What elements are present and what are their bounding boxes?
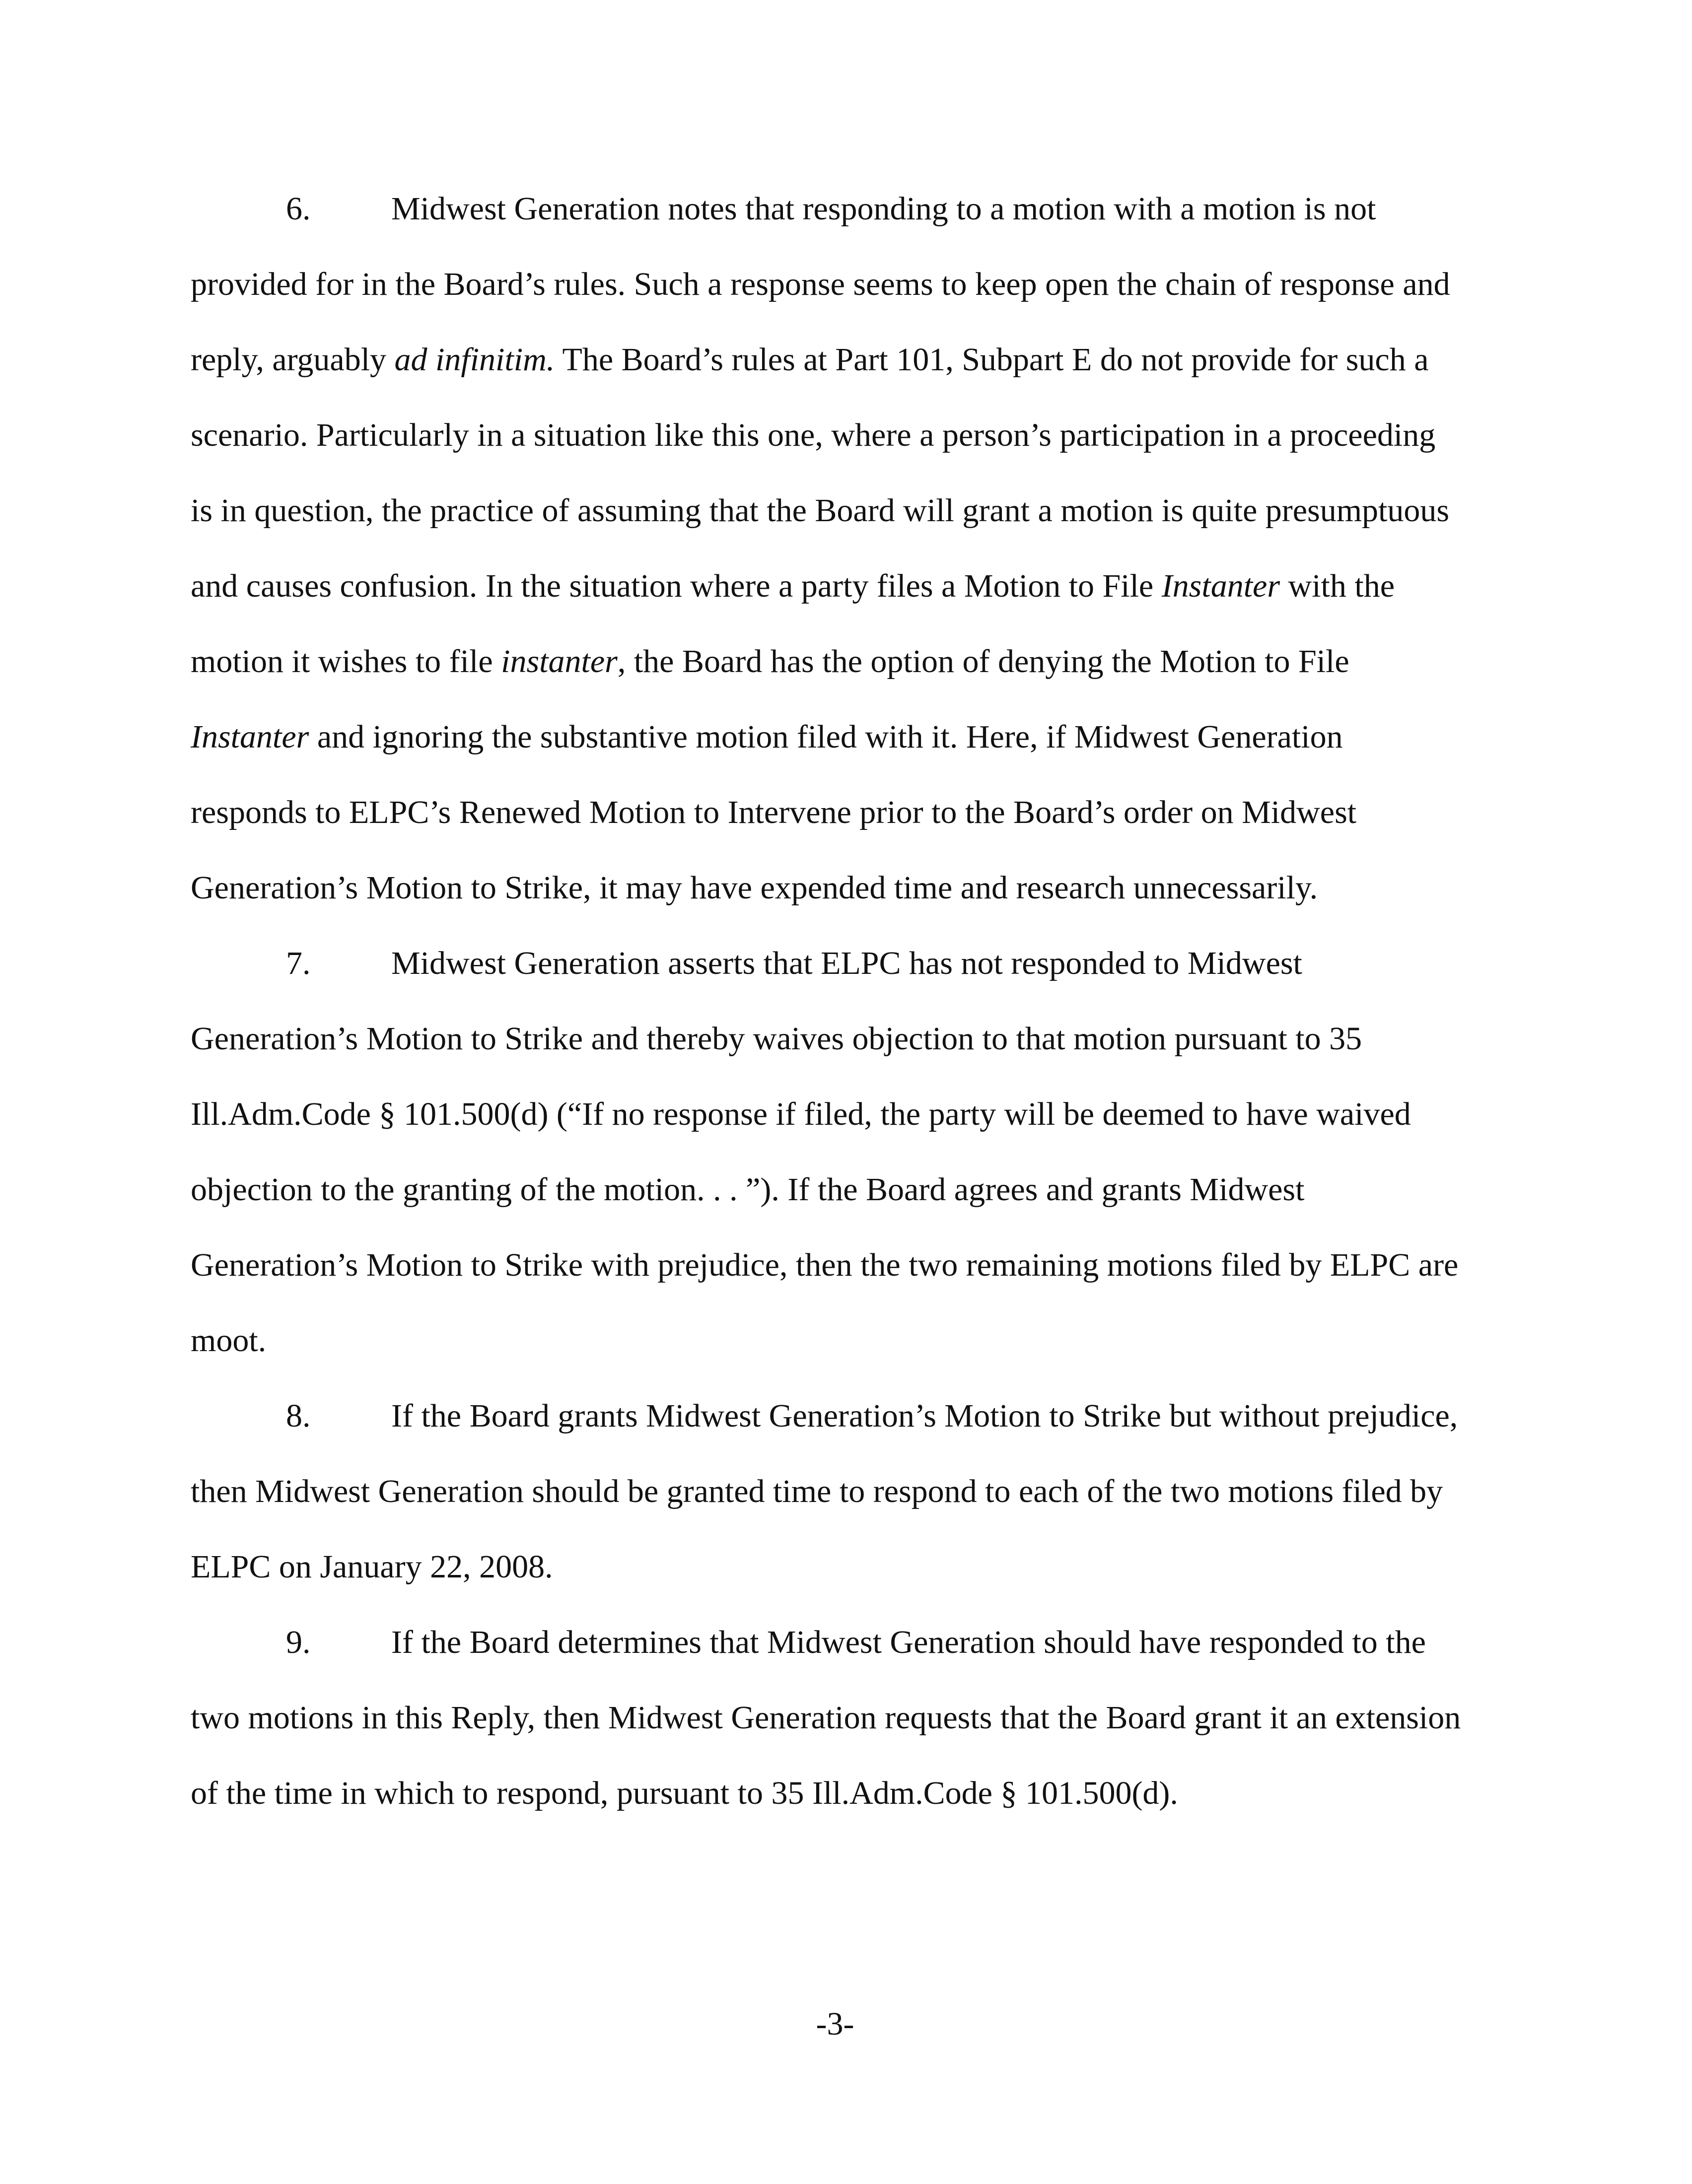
page-number: -3- <box>816 2006 854 2042</box>
text-segment: then Midwest Generation should be granted time to respond to each of the two motions filed by <box>191 1473 1443 1509</box>
text-segment: Generation’s Motion to Strike and thereby waives objection to that motion pursuant to 35 <box>191 1021 1362 1057</box>
text-segment: and causes confusion. In the situation where a party files a Motion to File <box>191 568 1162 604</box>
paragraph-number: 7. <box>286 945 311 981</box>
paragraph-6-line <box>0 473 1692 548</box>
text-segment: moot. <box>191 1322 267 1359</box>
paragraph-9-line <box>0 1605 1692 1680</box>
text-segment: is in question, the practice of assuming that the Board will grant a motion is quite presumptuous <box>191 492 1450 529</box>
paragraph-7-line <box>0 926 1692 1001</box>
text-segment: Generation’s Motion to Strike with prejudice, then the two remaining motions filed by ELPC are <box>191 1247 1459 1283</box>
text-segment: Generation’s Motion to Strike, it may have expended time and research unnecessarily. <box>191 870 1318 906</box>
paragraph-6-line <box>0 775 1692 850</box>
text-segment: Midwest Generation asserts that ELPC has not responded to Midwest <box>391 945 1302 981</box>
text-segment: motion it wishes to file <box>191 643 501 680</box>
paragraph-6-line <box>0 624 1692 699</box>
text-segment: scenario. Particularly in a situation like this one, where a person’s participation in a proceeding <box>191 417 1436 453</box>
paragraph-6-line <box>0 322 1692 398</box>
paragraph-number: 9. <box>286 1624 311 1660</box>
italic-text: instanter <box>501 643 618 680</box>
text-segment: with the <box>1280 568 1395 604</box>
paragraph-7-line <box>0 1303 1692 1378</box>
paragraph-7-line <box>0 1152 1692 1228</box>
text-segment: Midwest Generation notes that responding to a motion with a motion is not <box>391 191 1376 227</box>
paragraph-number: 6. <box>286 191 311 227</box>
paragraph-7-line <box>0 1228 1692 1303</box>
document-body <box>0 171 1692 1831</box>
paragraph-6-line <box>0 398 1692 473</box>
text-segment: objection to the granting of the motion. . . ”). If the Board agrees and grants Midwest <box>191 1171 1305 1208</box>
paragraph-7-line <box>0 1077 1692 1152</box>
text-segment: , the Board has the option of denying the Motion to File <box>617 643 1349 680</box>
text-segment: If the Board determines that Midwest Generation should have responded to the <box>391 1624 1426 1660</box>
paragraph-6-line <box>0 171 1692 247</box>
italic-text: Instanter <box>191 719 309 755</box>
text-segment: Ill.Adm.Code § 101.500(d) (“If no response if filed, the party will be deemed to have waived <box>191 1096 1411 1132</box>
text-segment: of the time in which to respond, pursuant to 35 Ill.Adm.Code § 101.500(d). <box>191 1775 1178 1811</box>
paragraph-8-line <box>0 1454 1692 1529</box>
text-segment: provided for in the Board’s rules. Such a response seems to keep open the chain of response and <box>191 266 1450 302</box>
paragraph-6-line <box>0 548 1692 624</box>
text-segment: If the Board grants Midwest Generation’s Motion to Strike but without prejudice, <box>391 1398 1458 1434</box>
text-segment: reply, arguably <box>191 341 395 378</box>
paragraph-7-line <box>0 1001 1692 1077</box>
paragraph-9-line <box>0 1756 1692 1831</box>
text-segment: responds to ELPC’s Renewed Motion to Intervene prior to the Board’s order on Midwest <box>191 794 1357 830</box>
paragraph-8-line <box>0 1378 1692 1454</box>
paragraph-6-line <box>0 247 1692 322</box>
italic-text: Instanter <box>1161 568 1280 604</box>
paragraph-6-line <box>0 699 1692 775</box>
text-segment: ELPC on January 22, 2008. <box>191 1549 553 1585</box>
text-segment: and ignoring the substantive motion filed with it. Here, if Midwest Generation <box>309 719 1343 755</box>
paragraph-9-line <box>0 1680 1692 1756</box>
paragraph-6-line <box>0 850 1692 926</box>
paragraph-8-line <box>0 1529 1692 1605</box>
italic-text: ad infinitim. <box>394 341 555 378</box>
text-segment: The Board’s rules at Part 101, Subpart E do not provide for such a <box>555 341 1429 378</box>
text-segment: two motions in this Reply, then Midwest Generation requests that the Board grant it an extension <box>191 1700 1461 1736</box>
paragraph-number: 8. <box>286 1398 311 1434</box>
